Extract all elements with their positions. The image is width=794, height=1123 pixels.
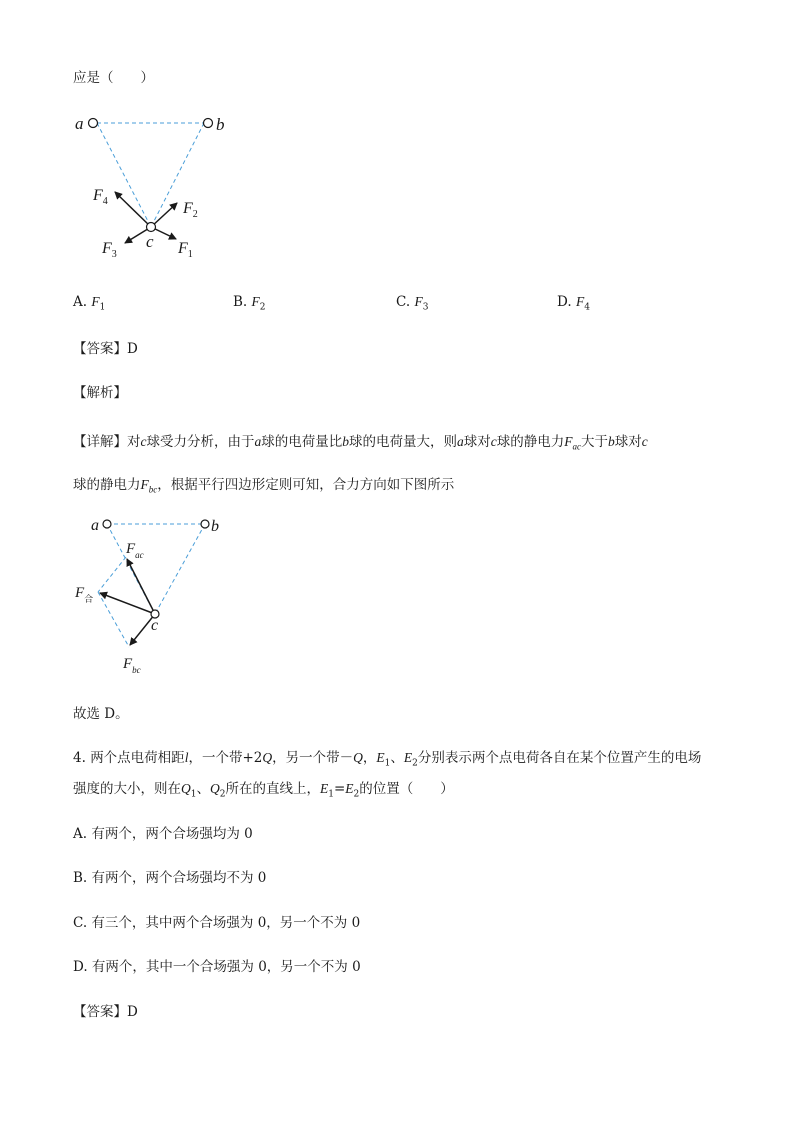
answer-line xyxy=(73,337,138,357)
q4-line-1: 4. 两个点电荷相距l，一个带+2Q，另一个带－Q，$E_1$、$E_2$分别表示两个点电荷各自在某个位置产生的电场 xyxy=(73,750,702,769)
label-a: a xyxy=(75,114,84,133)
charge-a xyxy=(89,119,98,128)
question-stem-tail: 应是（ ） xyxy=(73,70,154,86)
detail-tag: 【详解】 xyxy=(73,434,127,450)
label-c: c xyxy=(146,232,154,251)
charge-b-2 xyxy=(201,520,209,528)
analysis-tag: 【解析】 xyxy=(73,385,127,401)
arrow-f2 xyxy=(151,203,177,227)
q4-option-a: A. 有两个，两个合场强均为 0 xyxy=(73,826,253,842)
force-diagram-1 xyxy=(60,100,240,270)
label-f2: $F_2$ xyxy=(183,200,198,220)
conclusion: 故选 D。 xyxy=(73,706,129,722)
charge-c xyxy=(147,223,156,232)
label-a-2: a xyxy=(91,517,99,534)
option-b: B. $F_2$ xyxy=(233,294,266,313)
line-ac xyxy=(97,123,151,227)
arrow-fac xyxy=(127,559,155,614)
charge-a-2 xyxy=(103,520,111,528)
charge-b xyxy=(204,119,213,128)
q4-answer-line xyxy=(73,1000,138,1020)
q4-number: 4. xyxy=(73,750,86,766)
label-b: b xyxy=(216,115,225,134)
force-diagram-2 xyxy=(65,508,235,683)
label-f4: $F_4$ xyxy=(93,187,108,207)
label-f3: $F_3$ xyxy=(102,240,117,260)
label-b-2: b xyxy=(211,518,219,535)
label-fbc: $F_{bc}$ xyxy=(123,656,141,675)
q4-line-2: 强度的大小，则在$Q_1$、$Q_2$所在的直线上，$E_1=E_2$的位置（ ） xyxy=(73,781,454,800)
label-fac: $F_{ac}$ xyxy=(126,541,144,560)
detail-line-2: 球的静电力$F_{bc}$，根据平行四边形定则可知，合力方向如下图所示 xyxy=(73,477,455,495)
answer-value: D xyxy=(127,341,138,357)
answer-tag: 【答案】 xyxy=(73,341,127,357)
q4-option-c: C. 有三个，其中两个合场强为 0，另一个不为 0 xyxy=(73,915,361,931)
parallelogram-side-2 xyxy=(98,592,129,647)
q4-option-d: D. 有两个，其中一个合场强为 0，另一个不为 0 xyxy=(73,959,361,975)
option-d: D. $F_4$ xyxy=(557,294,590,313)
q4-answer-value: D xyxy=(127,1004,138,1020)
label-c-2: c xyxy=(151,617,159,634)
detail-line-1: 【详解】对c球受力分析，由于a球的电荷量比b球的电荷量大，则a球对c球的静电力$F_{ac}$大于b球对c xyxy=(73,434,648,452)
label-fhe: $F_合$ xyxy=(75,585,94,604)
arrow-f4 xyxy=(115,192,151,227)
q4-option-b: B. 有两个，两个合场强均不为 0 xyxy=(73,870,267,886)
option-c: C. $F_3$ xyxy=(396,294,429,313)
line-bc-2 xyxy=(155,524,205,614)
option-a: A. $F_1$ xyxy=(73,294,106,313)
label-f1: $F_1$ xyxy=(178,240,193,260)
parallelogram-side-1 xyxy=(98,557,126,592)
q4-answer-tag: 【答案】 xyxy=(73,1004,127,1020)
